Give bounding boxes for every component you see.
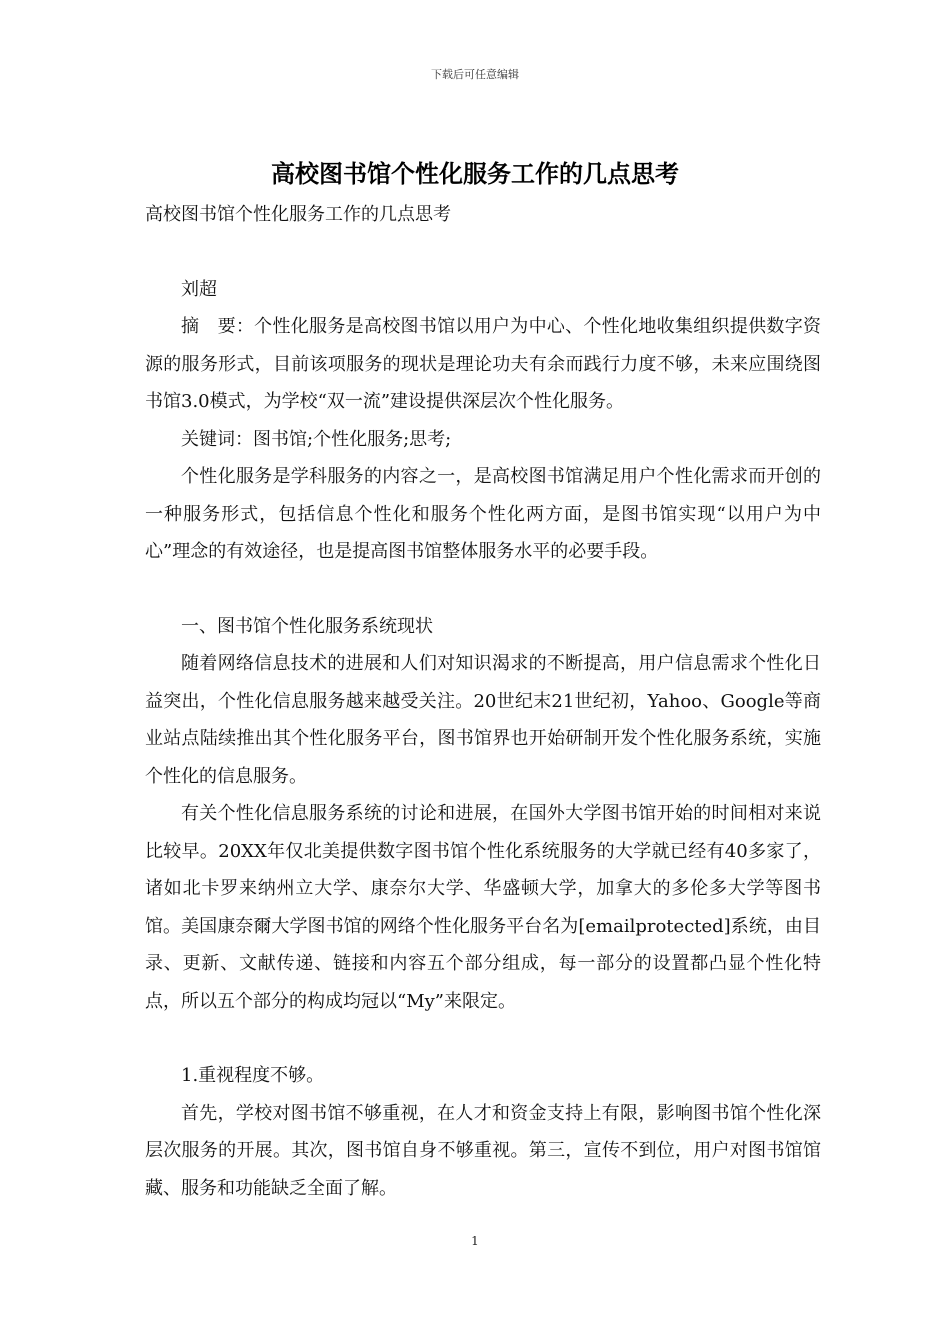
- header-note: 下载后可任意编辑: [431, 68, 519, 81]
- page-number: 1: [471, 1234, 479, 1248]
- abstract-paragraph: 摘 要：个性化服务是高校图书馆以用户为中心、个性化地收集组织提供数字资源的服务形式，目前该项服务的现状是理论功夫有余而践行力度不够，未来应围绕图书馆3.0模式，为学校“双一流”建设提供深层次个性化服务。: [145, 316, 821, 412]
- subtitle: 高校图书馆个性化服务工作的几点思考: [145, 204, 451, 225]
- spacer: [145, 1020, 821, 1057]
- intro-paragraph: 个性化服务是学科服务的内容之一，是高校图书馆满足用户个性化需求而开创的一种服务形式，包括信息个性化和服务个性化两方面，是图书馆实现“以用户为中心”理念的有效途径，也是提高图书馆整体服务水平的必要手段。: [145, 466, 821, 562]
- author: 刘超: [181, 278, 217, 300]
- section-heading: 一、图书馆个性化服务系统现状: [181, 615, 433, 637]
- body-paragraph: 有关个性化信息服务系统的讨论和进展，在国外大学图书馆开始的时间相对来说比较早。20XX年仅北美提供数字图书馆个性化系统服务的大学就已经有40多家了，诸如北卡罗来纳州立大学、康奈尔大学、华盛顿大学，加拿大的多伦多大学等图书馆。美国康奈爾大学图书馆的网络个性化服务平台名为[emailprotected]系统，由目录、更新、文献传递、链接和内容五个部分组成，每一部分的设置都凸显个性化特点，所以五个部分的构成均冠以“My”来限定。: [145, 803, 821, 1012]
- spacer: [145, 571, 821, 608]
- spacer: [145, 234, 821, 271]
- keywords-paragraph: 关键词：图书馆;个性化服务;思考;: [181, 428, 452, 450]
- subsection-heading: 1.重视程度不够。: [181, 1065, 325, 1086]
- document-title: 高校图书馆个性化服务工作的几点思考: [271, 159, 679, 188]
- body-paragraph: 随着网络信息技术的进展和人们对知识渴求的不断提高，用户信息需求个性化日益突出，个性化信息服务越来越受关注。20世纪末21世纪初，Yahoo、Google等商业站点陆续推出其个性化服务平台，图书馆界也开始研制开发个性化服务系统，实施个性化的信息服务。: [145, 653, 821, 787]
- document-body: [145, 196, 821, 1207]
- body-paragraph: 首先，学校对图书馆不够重视，在人才和资金支持上有限，影响图书馆个性化深层次服务的开展。其次，图书馆自身不够重视。第三，宣传不到位，用户对图书馆馆藏、服务和功能缺乏全面了解。: [145, 1102, 821, 1199]
